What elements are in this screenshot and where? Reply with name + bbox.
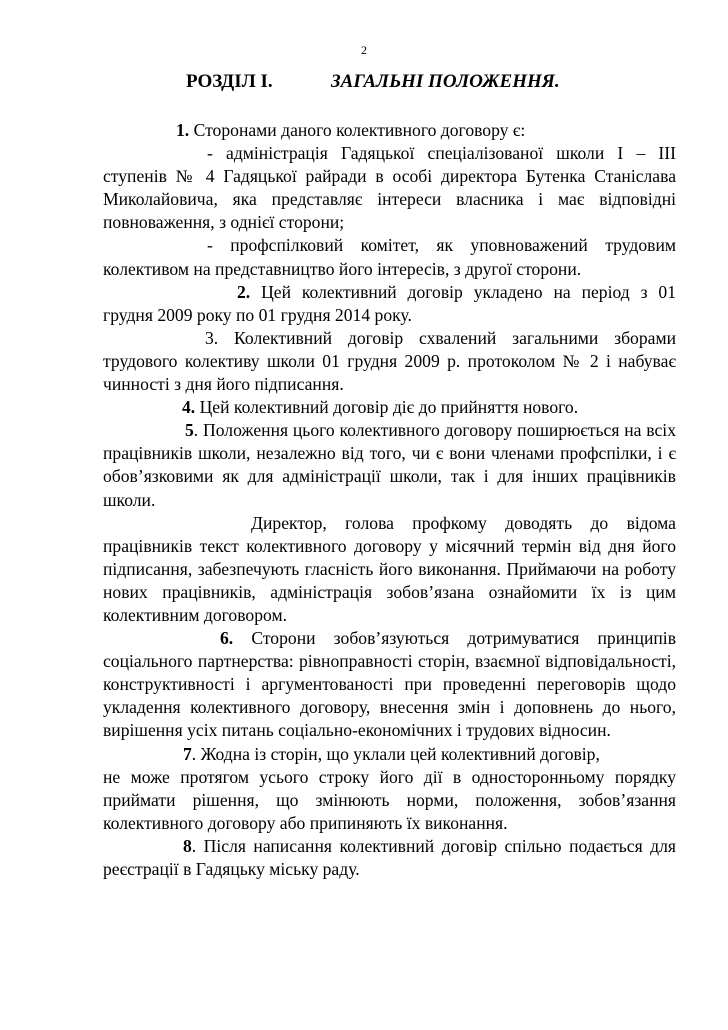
- paragraph-text: Сторони зобов’язуються дотримуватися принципів соціального партнерства: рівноправності сторін, взаємної відповідальності, конструктивності і аргументованості при проведенні переговорів щодо укладення колективного договору, внесення змін і доповнень до нього, вирішення усіх питань соціально-економічних і трудових відносин.: [103, 628, 676, 741]
- paragraph-number: 1.: [176, 120, 190, 140]
- paragraph-7-continued: [103, 766, 676, 835]
- paragraph-2: [103, 281, 676, 327]
- paragraph-director: [103, 512, 676, 627]
- document-body: [103, 119, 676, 881]
- paragraph-text: Сторонами даного колективного договору є:: [189, 120, 526, 140]
- paragraph-5: [103, 419, 676, 511]
- paragraph-text: Директор, голова профкому доводять до відома працівників текст колективного договору у місячний термін від дня його підписання, забезпечують гласність його виконання. Приймаючи на роботу нових працівників, адміністрація зобов’язана ознайомити їх із цим колективним договором.: [103, 512, 676, 625]
- paragraph-8: [103, 835, 676, 881]
- paragraph-number: 2.: [237, 281, 251, 302]
- paragraph-administration: [103, 142, 676, 234]
- paragraph-number: 8: [183, 835, 192, 856]
- paragraph-7: [103, 743, 676, 766]
- paragraph-number: 7: [183, 743, 192, 764]
- paragraph-text: Цей колективний договір діє до прийняття нового.: [195, 397, 579, 418]
- paragraph-6: [103, 627, 676, 742]
- paragraph-text: не може протягом усього строку його дії в односторонньому порядку приймати рішення, що змінюють норми, положення, зобов’язання колективного договору або припиняють їх виконання.: [103, 766, 676, 833]
- paragraph-4: [103, 396, 676, 419]
- paragraph-3: [103, 327, 676, 396]
- paragraph-number: 5: [185, 420, 194, 441]
- paragraph-1: [103, 119, 676, 142]
- paragraph-text: . Жодна із сторін, що уклали цей колективний договір,: [191, 743, 600, 764]
- paragraph-text: - профспілковий комітет, як уповноважений трудовим колективом на представництво його інтересів, з другої сторони.: [103, 235, 676, 279]
- paragraph-text: 3. Колективний договір схвалений загальними зборами трудового колективу школи 01 грудня 2009 р. протоколом № 2 і набуває чинності з дня його підписання.: [103, 327, 676, 395]
- section-number: РОЗДІЛ І.: [186, 71, 273, 92]
- paragraph-text: . Після написання колективний договір спільно подається для реєстрації в Гадяцьку міську раду.: [103, 835, 676, 879]
- paragraph-number: 6.: [220, 628, 234, 649]
- page-number: 2: [361, 43, 367, 57]
- section-title: ЗАГАЛЬНІ ПОЛОЖЕННЯ.: [331, 71, 560, 92]
- paragraph-text: . Положення цього колективного договору поширюється на всіх працівників школи, незалежно від того, чи є вони членами профспілки, і є обов’язковими як для адміністрації школи, так і для інших працівників школи.: [103, 420, 676, 510]
- paragraph-text: - адміністрація Гадяцької спеціалізованої школи І – ІІІ ступенів № 4 Гадяцької райради в особі директора Бутенка Станіслава Миколайовича, яка представляє інтереси власника і має відповідні повноваження, з однієї сторони;: [103, 143, 676, 233]
- paragraph-trade-union: [103, 234, 676, 280]
- paragraph-text: Цей колективний договір укладено на період з 01 грудня 2009 року по 01 грудня 2014 року.: [103, 281, 676, 325]
- paragraph-number: 4.: [182, 397, 196, 418]
- section-heading: [0, 69, 728, 95]
